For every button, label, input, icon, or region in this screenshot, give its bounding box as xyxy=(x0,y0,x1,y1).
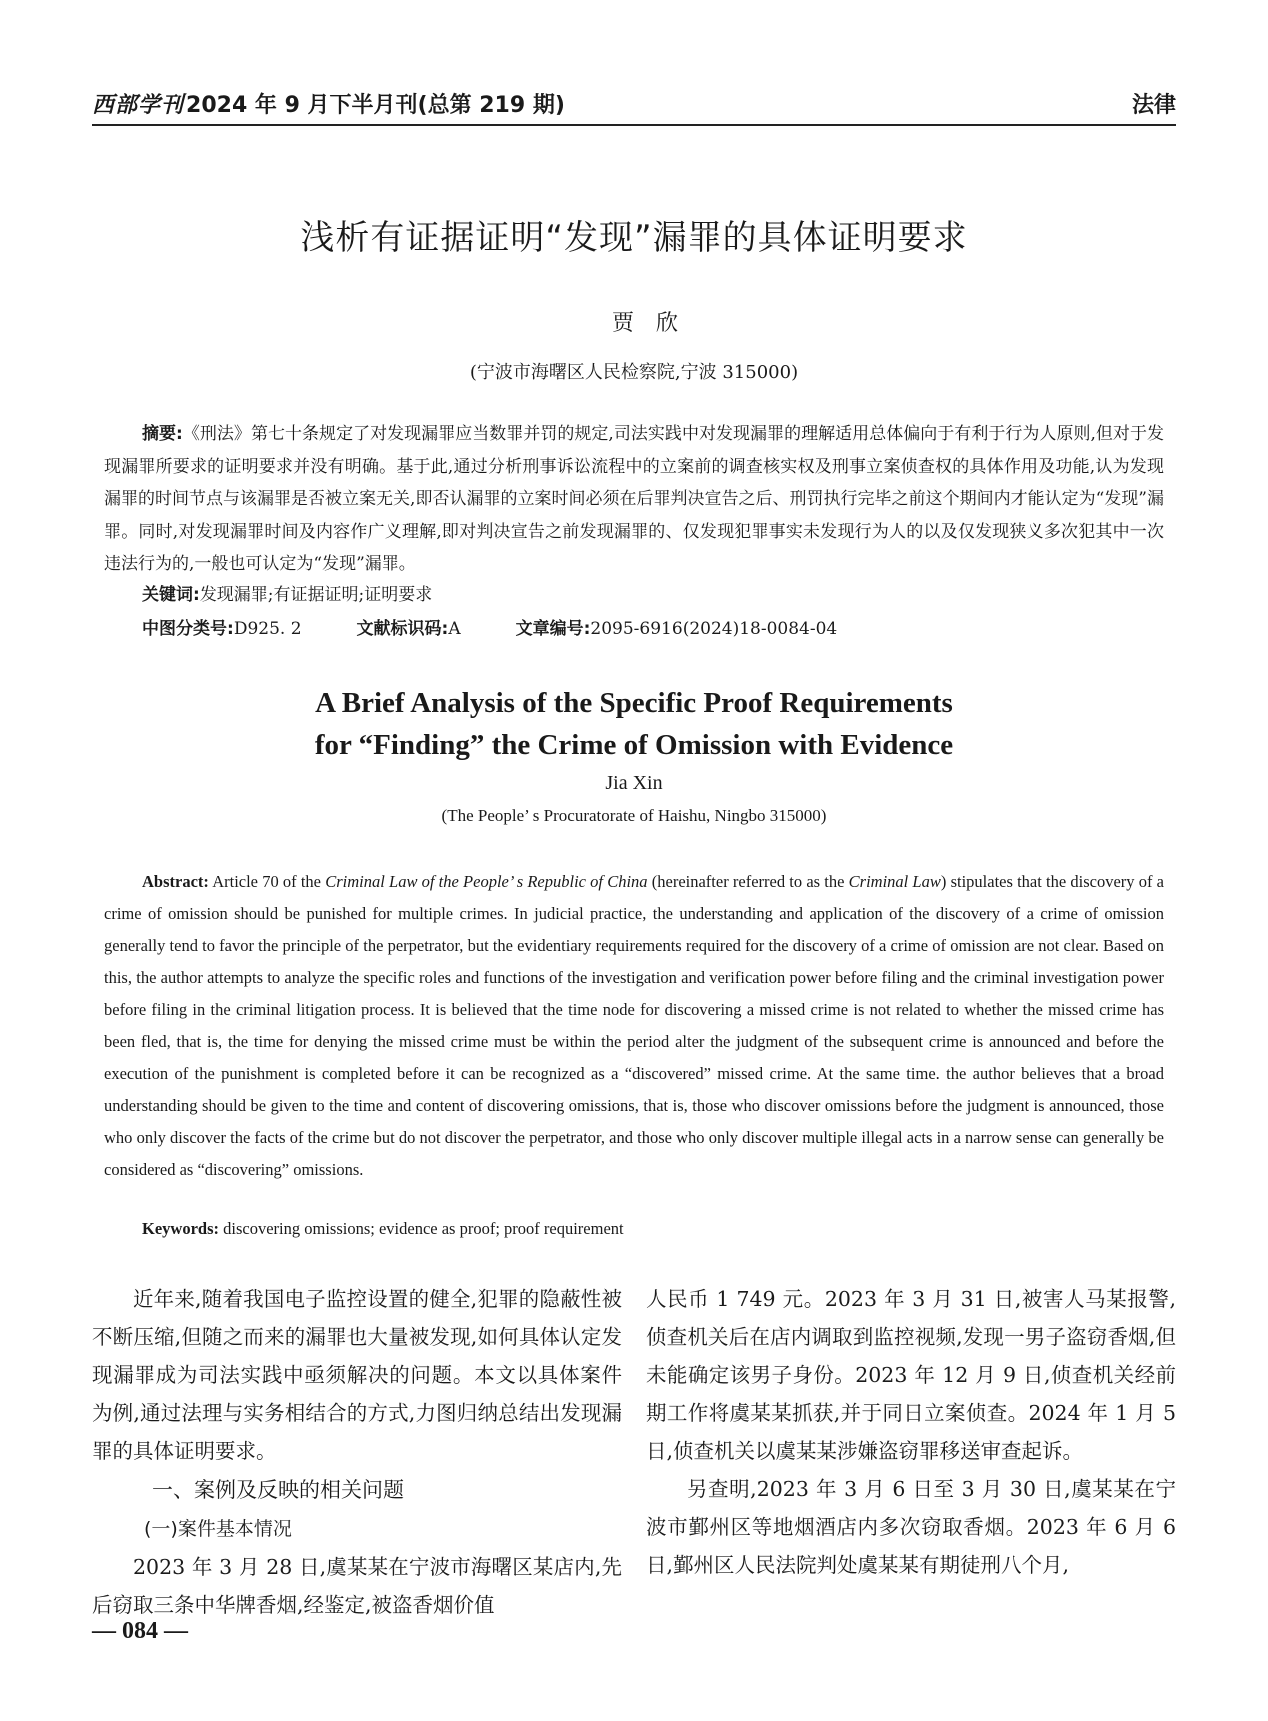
abstract-en-label: Abstract: xyxy=(142,872,209,891)
running-header xyxy=(92,88,1176,119)
body-column-left xyxy=(92,1280,622,1624)
affiliation-en: (The People’ s Procuratorate of Haishu, Ningbo 315000) xyxy=(441,806,827,825)
section-label: 法律 xyxy=(1131,93,1176,118)
keywords-en-text: discovering omissions; evidence as proof; proof requirement xyxy=(219,1219,624,1238)
abstract-en-text: ) stipulates that the discovery of a crime of omission should be punished for multiple crimes. In judicial practice, the understanding and application of the discovery of a crime of omission generally tend to favor the principle of the perpetrator, but the evidentiary requirements required for the discovery of a crime of omission are not clear. Based on this, the author attempts to analyze the specific roles and functions of the investigation and verification power before filing and the criminal investigation power before filing in the criminal litigation process. It is believed that the time node for discovering a missed crime is not related to whether the missed crime has been fled, that is, the time for denying the missed crime must be within the period alter the judgment of the subsequent crime is announced and before the execution of the punishment is completed before it can be recognized as a “discovered” missed crime. At the same time. the author believes that a broad understanding should be given to the time and content of discovering omissions, that is, those who discover omissions before the judgment is announced, those who only discover the facts of the crime but do not discover the perpetrator, and those who only discover multiple illegal acts in a narrow sense can generally be considered as “discovering” omissions. xyxy=(104,872,1165,1179)
abstract-en xyxy=(104,866,1164,1186)
subsection-heading: (一)案件基本情况 xyxy=(144,1518,292,1540)
keywords-zh-text: 发现漏罪;有证据证明;证明要求 xyxy=(199,585,433,605)
title-en-line2: for “Finding” the Crime of Omission with Evidence xyxy=(314,729,954,761)
page-number: — 084 — xyxy=(92,1618,188,1644)
author-en: Jia Xin xyxy=(605,772,663,794)
author-zh: 贾欣 xyxy=(611,311,700,336)
paper-title-zh: 浅析有证据证明“发现”漏罪的具体证明要求 xyxy=(300,218,968,258)
classification-meta xyxy=(142,614,892,639)
clc-label: 中图分类号: xyxy=(142,619,234,639)
abstract-zh-text: 《刑法》第七十条规定了对发现漏罪应当数罪并罚的规定,司法实践中对发现漏罪的理解适用总体偏向于有利于行为人原则,但对于发现漏罪所要求的证明要求并没有明确。基于此,通过分析刑事诉讼流程中的立案前的调查核实权及刑事立案侦查权的具体作用及功能,认为发现漏罪的时间节点与该漏罪是否被立案无关,即否认漏罪的立案时间必须在后罪判决宣告之后、刑罚执行完毕之前这个期间内才能认定为“发现”漏罪。同时,对发现漏罪时间及内容作广义理解,即对判决宣告之前发现漏罪的、仅发现犯罪事实未发现行为人的以及仅发现狭义多次犯其中一次违法行为的,一般也可认定为“发现”漏罪。 xyxy=(104,424,1164,574)
issue-label: 2024 年 9 月下半月刊(总第 219 期) xyxy=(186,93,565,118)
abstract-zh-label: 摘要: xyxy=(142,424,183,444)
journal-info xyxy=(92,88,565,119)
keywords-zh xyxy=(142,580,432,605)
abstract-zh xyxy=(104,418,1164,581)
keywords-zh-label: 关键词: xyxy=(142,585,200,605)
body-paragraph: 近年来,随着我国电子监控设置的健全,犯罪的隐蔽性被不断压缩,但随之而来的漏罪也大量被发现,如何具体认定发现漏罪成为司法实践中亟须解决的问题。本文以具体案件为例,通过法理与实务相结合的方式,力图归纳总结出发现漏罪的具体证明要求。 xyxy=(92,1287,622,1463)
clc-value: D925. 2 xyxy=(233,619,302,639)
article-value: 2095-6916(2024)18-0084-04 xyxy=(590,619,838,639)
title-en-line1: A Brief Analysis of the Specific Proof Requirements xyxy=(315,687,953,719)
affiliation-zh: (宁波市海曙区人民检察院,宁波 315000) xyxy=(469,362,799,383)
body-paragraph: 人民币 1 749 元。2023 年 3 月 31 日,被害人马某报警,侦查机关后在店内调取到监控视频,发现一男子盗窃香烟,但未能确定该男子身份。2023 年 12 月 9 日,侦查机关经前期工作将虞某某抓获,并于同日立案侦查。2024 年 1 月 5 日,侦查机关以虞某某涉嫌盗窃罪移送审查起诉。 xyxy=(646,1287,1176,1463)
abstract-en-text: (hereinafter referred to as the xyxy=(647,872,849,891)
section-heading: 一、案例及反映的相关问题 xyxy=(152,1478,404,1502)
body-paragraph: 另查明,2023 年 3 月 6 日至 3 月 30 日,虞某某在宁波市鄞州区等地烟酒店内多次窃取香烟。2023 年 6 月 6 日,鄞州区人民法院判处虞某某有期徒刑八个月, xyxy=(646,1477,1176,1577)
keywords-en xyxy=(142,1219,624,1239)
abstract-en-italic: Criminal Law of the People’ s Republic of China xyxy=(325,872,648,891)
header-divider xyxy=(92,124,1176,126)
document-code xyxy=(357,614,461,639)
keywords-en-label: Keywords: xyxy=(142,1219,219,1238)
abstract-en-italic: Criminal Law xyxy=(848,872,941,891)
article-label: 文章编号: xyxy=(515,619,591,639)
clc-number xyxy=(142,614,302,639)
paper-title-en xyxy=(0,682,1268,766)
body-paragraph: 2023 年 3 月 28 日,虞某某在宁波市海曙区某店内,先后窃取三条中华牌香烟,经鉴定,被盗香烟价值 xyxy=(92,1555,622,1617)
abstract-en-text: Article 70 of the xyxy=(208,872,326,891)
doc-label: 文献标识码: xyxy=(356,619,449,639)
journal-brand: 西部学刊 xyxy=(92,93,185,118)
article-number xyxy=(516,614,838,639)
body-column-right xyxy=(646,1280,1176,1584)
doc-value: A xyxy=(448,619,461,639)
